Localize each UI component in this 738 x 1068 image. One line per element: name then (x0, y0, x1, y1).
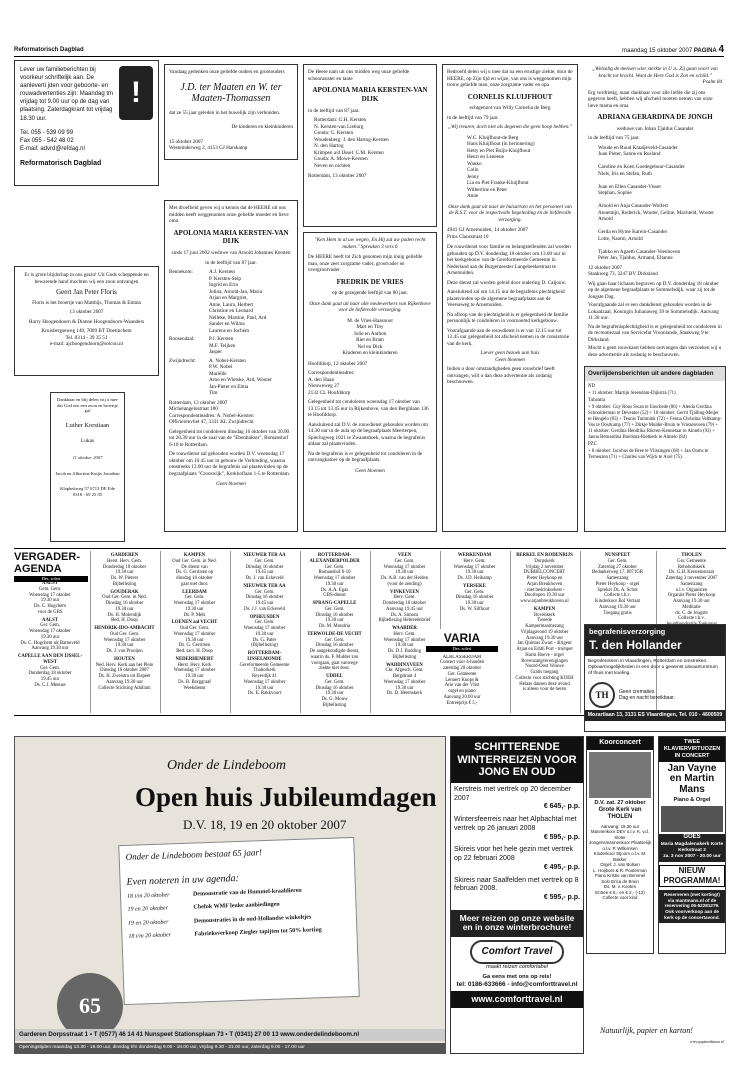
agenda-entry: Ger. Gem. Dinsdag 16 oktober 19.45 uur Ds. J. van Eckeveld (245, 558, 284, 581)
agenda-place: UDDEL (326, 674, 343, 679)
agenda-column (440, 551, 508, 629)
lindeboom-event-what: Fabrieksverkoop Ziegler tapijten tot 50% korting (194, 927, 322, 938)
twee-reserve: Reserveren (met korting!) via mantmans.nl of de reservering 06-52281279. Ook voorverkoop aan de kerk op de concertavond. (659, 890, 725, 923)
koorconcert-ad (586, 736, 654, 954)
twee-place: GOES (659, 834, 725, 842)
twee-photo (661, 806, 723, 832)
devries-family: M. de Vries-Haasnoot Mart en Tiny Jolie en Anthon Riet en Bram Nel en Dick Kinderen en kleinkinderen (342, 317, 398, 357)
agenda-title-block (14, 551, 88, 582)
thanks-parents: Jacob en Albertine Kuijts Jonathan (55, 470, 120, 476)
lindeboom-card (118, 837, 359, 1005)
info-tel: Tel. 055 - 539 09 99 (20, 129, 74, 136)
comfort-trips (451, 783, 583, 910)
agenda-place: AALST (42, 617, 58, 623)
agenda-entry: Herv. Gem. Woensdag 17 oktober 19.30 uur Ds. J.D. Heikamp (453, 558, 496, 581)
agenda-entry: Ned. Herv. Kerk aan het Plein Dinsdag 16 oktober 2007 Ds. H. Zweistra uit Elspeet Aanvang 19.30 uur Collecte Stichting Adullam (95, 662, 154, 691)
info-text: Lever uw familieberichten bij voorkeur schriftelijk aan. De aanleverti jden voor geboorte- en rouwadvertenties zijn: Maandag tm vrijdag tot 9.00 uur op de dag van plaatsing. Zaterdagkrant tot vrijdag 18.30 uur. (20, 67, 114, 122)
dejongh-quote: „Welzalig de mensen wier sterkte in U is. Zij gaan voort van kracht tot kracht. Want de Here God is Zon en schild." (592, 66, 718, 79)
agenda-entry: Ger. Gem. Dinsdag 16 oktober De aangekondigde dienst, waarin ds. F. Mulder zou voorgaan, gaat vanwege ziekte niet door. (309, 637, 360, 672)
agenda-place: NIEUWER TER AA (243, 553, 286, 558)
thanks-addr: Klaphekweg 57 6713 DE Ede 0318 - 69 25 05 (60, 486, 115, 498)
lindeboom-event-when: 19 en 20 oktober (127, 905, 169, 914)
comfort-banner: SCHITTERENDE WINTERREIZEN VOOR JONG EN OUD (451, 737, 583, 783)
kersten-corr2: Officierenvliet 47, 3331 KL Zwijndrecht (169, 419, 254, 425)
birth-parents: Harry Hoogendoorn & Dianne Hoogendoorn-Waanders (28, 318, 145, 325)
varia-subtitle: Des. soleri (426, 646, 498, 652)
kersten-corr: Correspondentieadres: A. Nobel-Kersten (169, 412, 254, 419)
devries-last: Na de begrafenis is er gelegenheid tot condoleren in de ontvangkamer op de begraafplaats. (308, 450, 423, 464)
wedding-intro: Vandaag gedenken onze geliefde ouders en grootouders (169, 69, 285, 75)
death1-age: in de leeftijd van 87 jaar. (308, 107, 360, 114)
koor-photo (589, 752, 651, 798)
agenda-place: LEERDAM (182, 589, 207, 595)
wedding-date: 15 oktober 2007 (169, 138, 204, 145)
twee-sub: Piano & Orgel (673, 797, 711, 804)
agenda-entry: Ger. Gem. Woensdag 17 oktober 19.30 uur Ds. A.B. van der Heiden (voor de zending) (380, 558, 429, 587)
dejongh-name: ADRIANA GERARDINA DE JONGH (597, 113, 713, 121)
dejongh-spouse: weduwe van Johan Tjaldus Casander (616, 125, 694, 132)
agenda-entry: Dorpskerk Vrijdag 2 november DUBBELCONCERT Pieter Heykoop en Arjan Breukhoven - met bedrinkorkest - Doorlopen 19.30 uur www.arjanbreukhoven.nl (520, 558, 569, 604)
agenda-column (300, 551, 368, 713)
thanks-date: 11 oktober 2007 (72, 454, 103, 460)
agenda-entry: Oud Ger. Gem. Woensdag 17 oktober 19.30 uur Ds. J. van Prooijen (103, 631, 146, 654)
kluijfhout-funeral: De rouwdienst voor familie en belangstellenden zal worden gehouden op D.V. donderdag 18 oktober om 13.00 uur in het kerkgebouw van de Gereformeerde Gemeente in Nederland aan de Burgemeester Langebeekestraat te Arnemuiden. (447, 244, 571, 277)
kluijfhout-spouse: echtgenoot van Willy Cornelia de Berg (469, 105, 551, 112)
info-email: E-mail: advrd@refdag.nl (20, 145, 85, 152)
death-notice-kluijfhout (442, 64, 578, 532)
twee-date: za. 3 nov 2007 - 20.00 uur (659, 854, 725, 862)
kluijfhout-flowers: Liever geen bezoek aan huis Geen bloemen (480, 350, 540, 363)
kluijfhout-thanks: Onze dank gaat uit naar de huisartsen en het personeel van de R.S.T. voor de respectvolle begeleiding en de liefdevolle verzorging. (448, 203, 572, 223)
thanks-nick: Lukas (80, 438, 95, 445)
dejongh-text3: Voorafgaande zal er een dankdienst gehouden worden in de Lokaalzaal, Koningin Julianaweg 39 te Sommelsdijk. Aanvang 11.30 uur. (588, 302, 719, 322)
hollander-title: begrafenisverzorging (585, 625, 725, 638)
devries-quote: "Ken Hem in al uw wegen, En Hij zal uw paden recht maken." Spreuken 3 vers 6 (314, 237, 426, 250)
dejongh-text4: Na de begrafenisplechtigheid is er gelegenheid tot condoleren in de recreatiezaal van Servicefat Vroonlande, Staakweg 9 te Dirksland. (588, 323, 722, 343)
agenda-place: HENDRIK-IDO-AMBACHT (94, 626, 155, 631)
agenda-entry: Ger. Gem. Woensdag 17 oktober 19.30 uur Ds. G. Pater (Bijbellezing) (243, 620, 286, 649)
dejongh-text5: Mocht u geen rouwkaart hebben ontvangen dan verzoeken wij u deze advertentie als zodanig te beschouwen. (588, 345, 722, 358)
kersten-place: Zwijndrecht: (169, 357, 196, 364)
agenda-entry: Ger. Gem. Woensdag 17 oktober 19.30 uur Ds. P. Mels (173, 595, 216, 618)
kersten-place: Roosendaal: (169, 336, 195, 342)
agenda-entry: Herst. Herv. Kerk Woensdag 17 oktober 19.30 uur Ds. B. Borggraaf Weekdienst (173, 662, 216, 691)
death-notice-devries (303, 232, 437, 532)
natuurlijk-slogan: Natuurlijk, papier en karton! (600, 1026, 693, 1035)
agenda-place: KAMPEN (183, 553, 206, 558)
page-header (622, 44, 724, 57)
kersten-place-row (169, 269, 293, 334)
lindeboom-footer: Garderen Dorpsstraat 1 • T (0577) 46 14 41 Nunspeet Stationsplaan 73 • T (0341) 27 00 13 www.onderdelindeboom.nl (15, 1029, 445, 1041)
wedding-years: dat ze 55 jaar geleden in het huwelijk zijn verbonden. (169, 109, 281, 116)
kluijfhout-text: Bedroefd delen wij u mee dat na een ernstige ziekte, door de HEERE, op Zijn tijd en wijze, van ons is weggenomen mijn trouw geliefde man, onze zorgzame vader en opa (447, 69, 573, 88)
agenda-entry: Ger. Gem. Woensdag 17 oktober 19.30 uur Ds. C. Hogchem uit Barneveld Aanvang 19.30 uur (20, 623, 80, 652)
agenda-place: THOLEN (681, 553, 702, 558)
kluijfhout-quote: „Wij treuren, doch niet als degenen die geen hoop hebben." (448, 124, 572, 131)
devries-corr: Correspondentieadres: A. den Haan Nieuweweg 27 2132 CL Hoofddorp (308, 370, 355, 396)
thanks-notice (50, 392, 125, 542)
kersten-date: Rotterdam, 13 oktober 2007 (169, 399, 228, 406)
birth-name: Geert Jan Peter Floris (56, 288, 117, 296)
varia-title: VARIA (443, 631, 481, 645)
page-number: 4 (718, 44, 724, 55)
page-label: PAGINA (693, 48, 717, 54)
overview-line: ND (588, 383, 595, 389)
devries-name: FREDRIK DE VRIES (336, 277, 404, 286)
kluijfhout-age: in de leeftijd van 79 jaar. (447, 114, 499, 121)
death-notice-kersten (164, 200, 298, 532)
hollander-addr: Mozartlaan 13, 3131 ES Vlaardingen, Tel. 010 - 4600509 (585, 710, 725, 721)
lindeboom-pre: Onder de Lindeboom (167, 758, 286, 773)
kersten-flowers: Geen bloemen (216, 481, 246, 487)
agenda-place: VINKEVEEN (389, 589, 420, 595)
lindeboom-event-what: Demonstraties in de oud-Hollandse winkeltjes (193, 914, 312, 925)
agenda-place: YERSEKE (463, 583, 486, 589)
koor-title: Koorconcert (587, 737, 653, 750)
header-rule (14, 56, 724, 57)
agenda-entry: Ger. Gem. Romanshof 6-10 Woensdag 17 oktober 19.30 uur Ds. A.A. Egas GBS-dienst (313, 564, 356, 599)
agenda-place: AALST (42, 581, 58, 586)
lindeboom-title: Open huis Jubileumdagen (135, 782, 437, 812)
death1-name: APOLONIA MARIA KERSTEN-VAN DIJK (312, 86, 428, 103)
agenda-place: KAMPEN (533, 606, 556, 612)
agenda-entry: Ger. Gem. Zaterdag 27 oktober Bedankerweg 17, 8071GR Samenzang Pieter Heykoop - orgel Spreker Ds. A. Schot Collecte t.b.v. Kinderkoor Bol Verlaat Aanvang 19.30 uur Toegang gratis (591, 558, 644, 616)
agenda-place: OPHEUSDEN (249, 614, 280, 620)
footer-url: www.papierenkarton.nl (690, 1040, 724, 1044)
agenda-place: TERWOLDE-DE VECHT (307, 631, 362, 637)
agenda-entry: Ger. Gem. Dinsdag 16 oktober 19.30 uur Ds. W. Silfhout (455, 589, 494, 612)
lindeboom-event (127, 899, 349, 914)
lindeboom-event-when: 18 t/m 20 oktober (128, 932, 172, 941)
comfort-trip-text: Skireis voor het hele gezin met vertrek op 22 februari 2008 (454, 846, 574, 863)
agenda-entry: Oud Ger. Gem. in Ned. De dienst van Ds. G. Gerritsen op dinsdag 16 oktober gaat niet door. (172, 558, 217, 587)
comfort-trip (454, 877, 580, 903)
overview-line: + 11 oktober: Martijn Steendam-Dijkstra (71). (588, 390, 677, 396)
comfort-url[interactable]: www.comforttravel.nl (451, 991, 583, 1008)
lindeboom-agenda-title: Even noteren in uw agenda: (126, 873, 240, 889)
lindeboom-ad (14, 736, 446, 1054)
koor-place: Grote Kerk van THOLEN (598, 806, 642, 821)
birth-email: e-mail: ajchoogendoorn@solcon.nl (49, 341, 124, 348)
agenda-column (230, 551, 298, 713)
death-notice-kersten-2 (303, 64, 437, 227)
lindeboom-years: 65 (79, 993, 101, 1019)
comfort-trip-price: € 495,- p.p. (543, 863, 580, 871)
koor-body: Aanvang: 19.30 uur Mannenkoor DEV o.l.v. K. v.d. Sloter Jongensmannenkoor Plaatselijk o.l.v. P. Willemsen Kinderkoor Stjoorn o.l.v. M. Bakker Orgel: J. van Bolsen L. Hoijboer & R. Pooterman Piano Kristie van Bemmel Solo Erica de Bruin Ds. M. v. Kooten Entree € 5,- en € 2,- (-12) Collecte voor kind (589, 823, 651, 901)
varia-block (426, 631, 498, 706)
agenda-place: ROTTERDAM-ALEXANDERPOLDER (309, 553, 360, 564)
comfort-trip-text: Skireis naar Saalfelden met vertrek op 8 februari 2008. (454, 876, 579, 893)
devries-funeral: Aansluitend zal D.V. de rouwdienst gehouden worden om 14.30 uur in de aula op de begraafplaats Meerterpen, Spieringweg 1021 te Zwaanshoek, waarna de begrafenis aldaar zal plaatsvinden. (308, 421, 428, 448)
agenda-entry: Ger. Gem. Dinsdag 16 oktober 19.30 uur Ds. G. Mouw Bijbellezing (315, 679, 354, 708)
wedding-kids: De kinderen en kleinkinderen (231, 124, 293, 130)
devries-visit: Gelegenheid tot condoleren woensdag 17 oktober van 13.15 tot 13.45 uur in Rijkenhove, van den Berghlaan 136 te Hoofddorp. (308, 399, 429, 419)
thanks-name: Luther Korstiaan (65, 422, 110, 430)
kersten-addr: Michelangelostraat 180 (169, 406, 218, 412)
agenda-title: VERGADER-AGENDA (14, 551, 81, 576)
agenda-entry: Gem. Gem. Woensdag 17 oktober 19.30 uur Ds. C. Hogchem voor de GBS (29, 586, 71, 615)
death-notice-dejongh (586, 64, 724, 364)
kersten-place-names: A. Nobel-Kersten P.W. Nobel Mariëlle Arno en Wietske, Ard, Wouter Jan-Pieter en Elma Tim (209, 357, 272, 396)
varia-text: ALBLASSERDAM Concert voor 4-handen zaterdag 20 oktober Ger. Gemeente Lennert Knops & Arie van der Vlist orgel en piano Aanvang 20.00 uur Entreeprijs € 5,- (439, 654, 485, 706)
kluijfhout-family: W.C. Kluijfhout-de Berg Hans Kluijfhout (in herinnering) Hetty en Piet Buijn-Kluijfhout Henri en Leneene Wanko Colin Jenny Lia en Piet Franke-Kluijfhout Wilbertine en Peter Anne (467, 134, 535, 200)
refdag-logo: Reformatorisch Dagblad (20, 159, 102, 167)
agenda-entry: Herv. Gem. Woensdag 17 oktober 19.30 uur Ds. D.J. Budding Bijbellezing (383, 631, 426, 660)
agenda-column (510, 551, 578, 713)
twee-new: NIEUW PROGRAMMA! (659, 865, 725, 887)
devries-date: Hoofddorp, 12 oktober 2007 (308, 360, 368, 367)
thanks-text: Dankbaar en blij delen wij u mee dat God ons een zoon en broertje gaf (57, 397, 118, 414)
kersten-place-row (169, 336, 293, 356)
kersten-place-names: A.J. Kersten P. Kersten-Seip Ingrid en Erin Jolina, Arnold-Jan, Maria Arjan en Margriet, Anne, Laura, Herbert Christine en Leonard Nelleke, Martine, Paul, Ard Sander en Wilma Laurens en Jochem (209, 269, 267, 334)
twee-title: TWEE KLAVIERVIRTUOZEN IN CONCERT (659, 737, 725, 762)
agenda-place: NUNSPEET (604, 553, 631, 558)
dejongh-age: in de leeftijd van 75 jaar. (588, 135, 640, 142)
kluijfhout-note: Indien u door omstandigheden geen rouwbrief heeft ontvangen, wilt u dan deze advertentie als zodanig beschouwen. (447, 366, 555, 386)
agenda-column (160, 551, 228, 713)
twee-names: Jan Vayne en Martin Mans (667, 762, 717, 795)
koor-date: D.V. zat. 27 oktober (594, 799, 646, 806)
agenda-place: ROTTERDAM-IJSSELMONDE (247, 651, 282, 662)
agenda-subtitle: Des. soleri (14, 576, 88, 582)
lindeboom-event-what: Demonstratie van de Hummel-kraaldieren (192, 887, 302, 898)
agenda-place: WADDINXVEEN (386, 662, 423, 668)
agenda-place: NIEUWER TER AA (243, 583, 286, 589)
hollander-name: T. den Hollander (585, 638, 725, 656)
overview-line: + 8 oktober: Jacobus de Bree te Vlissingen (68) + Jan Ooms te Terneuzen (71) + Charles van Wijck te Axel (75). (588, 448, 709, 460)
kersten-funeral: De rouwdienst zal gehouden worden D.V. woensdag 17 oktober om 10.45 uur in gebouw de Verbinding, waarna omstreeks 13.00 uur de begrafenis zal plaatsvinden op de begraafplaats "Crooswijk", Kerkhoflaan 1-5 te Rotterdam. (169, 451, 291, 477)
wedding-couple: J.D. ter Maaten en W. ter Maaten-Thomassen (180, 81, 282, 104)
lindeboom-event-what: Chefok WMF leuke aanbiedingen (193, 901, 280, 911)
kersten-since: sinds 17 juni 2002 weduwe van Arnold Johannes Kersten (171, 250, 291, 256)
overview-line: PZC (588, 441, 597, 447)
agenda-column (90, 551, 158, 713)
lindeboom-event-when: 18 t/m 20 oktober (126, 892, 170, 900)
comfort-trip (454, 786, 580, 812)
dejongh-family: Woude en Ruud Kraaijeveld-Casander Juan Pieter, Sanne en Rosland Caroline en Koen Goedegebuur-Casander Niels, Iris en Stefan, Ruth Juan en Ellen Casander-Visser Stephan, Sophie Arnold en Anja Casander-Wolfert Annemijn, Roderick, Wouter, Geline, Machteld, Wouter Arnold Gerda en Hyme Karein-Casander Lotte, Naomi, Arnold Tjakko en Agaeth Casander-Veenhoven Peter Jan, Tjaldus, Armand, Eltanne (598, 144, 715, 262)
kluijfhout-name: CORNELIS KLUIJFHOUT (467, 92, 553, 101)
kluijfhout-addr: 4941 GJ Arnemuiden, 14 oktober 2007 Prins Clausstraat 10 (447, 227, 528, 240)
agenda-place: NEDERHEMERT (175, 656, 214, 662)
comfort-trip (454, 846, 580, 872)
kersten-place: Bennekom: (169, 269, 193, 275)
lindeboom-event (128, 913, 350, 928)
hollander-text: Begrafenissen in Vlaardingen, Rotterdam en omstreken. Opbaarmogelijkheden in een door u gewenst uitvaartcentrum of thuis met koeling. (588, 659, 718, 677)
agenda-entry: Herv. Gem. Donderdag 18 oktober Aanvang 19.45 uur Ds. A. Simons Bijbellezing Hebreeënbrief (378, 595, 431, 624)
devries-age: op de gezegende leeftijd van 80 jaar. (332, 290, 408, 297)
agenda-entry: Herst. Herv. Gem. Donderdag 18 oktober 19.30 uur Ds. W. Pieters Bijbellezing (102, 558, 147, 587)
kersten-places (169, 269, 293, 397)
wedding-notice (164, 64, 298, 160)
overview-box (584, 366, 726, 532)
devries-note: Onze dank gaat uit naar alle medewerkers van Rijkenhove voor de liefdevolle verzorging. (309, 300, 431, 314)
hollander-ad (584, 624, 726, 732)
birth-intro: Er is grote blijdschap in ons gezin! Uit Gods scheppende en bewarende hand mochten wij een zoon ontvangen (24, 272, 149, 285)
agenda-place: GOUDERAK (110, 589, 139, 595)
birth-date: 13 oktober 2007 (69, 309, 104, 316)
agenda-place: CAPELLE AAN DEN IJSSEL-WEST (17, 654, 83, 665)
hollander-logo: TH (589, 682, 615, 708)
hollander-service-1: Geen crematies. (619, 689, 656, 696)
twee-venue: Maria Magdalenakerk Korte Kerkstraat 2 (660, 841, 724, 853)
agenda-place: WERKENDAM (457, 553, 492, 558)
agenda-entry: Bovenkerk Tweede Kampermanmezang Vrijdagavond 19 oktober Aanvang 19.30 uur Jan Quintus Zwart - dirigent Arjan en Edith Port - trompet Harm Hoeve - orgel Bovenzangverenigingen Noord-Oost Veluwe Gratis toegang Collecte voor stichting KOEH Helaas dansen deze avond is alleen voor de heren (515, 612, 574, 693)
paper-name: Reformatorisch Dagblad (14, 47, 84, 53)
devries-flowers: Geen bloemen (355, 467, 385, 474)
agenda-entry: Chr. Afgesch. Gem. Bergstraat 4 Woensdag 17 oktober 19.30 uur Ds. D. Heemskerk (383, 668, 426, 697)
kersten-place-names: P.J. Kersten M.F. Teijken Jasper (209, 336, 236, 355)
agenda-entry: Oud Ger. Gem. in Ned. Dinsdag 16 oktober 19.30 uur Ds. H. Molendijk Bed. H. Doop (102, 595, 147, 624)
agenda-column (14, 579, 86, 713)
lindeboom-event (128, 926, 350, 941)
lindeboom-banner: Onder de Lindeboom bestaat 65 jaar! (125, 847, 263, 862)
dejongh-text: Erg verdrietig, maar dankbaar voor alle liefde die zij ons gegeven heeft, hebben wij afscheid moeten nemen van onze lieve mama en oma (588, 89, 713, 109)
agenda-entry: Ger. Gem. Dinsdag 16 oktober 19.45 uur Ds. J.J. van Eckeveld (243, 589, 286, 612)
kluijfhout-after: Na afloop van de plechtigheid is er gelegenheid de familie persoonlijk te condoleren in voornoemd kerkgebouw. (447, 311, 569, 325)
overview-lines (585, 381, 725, 465)
agenda-entry: Ger. Gem. Dinsdag 16 oktober 19.30 uur Ds. M. Mondria (315, 606, 354, 629)
kersten-age: in de leeftijd van 87 jaar. (205, 259, 257, 266)
agenda-place: VEEN (397, 553, 412, 558)
agenda-place: GARDEREN (110, 553, 139, 558)
comfort-tel-label: Ga eens met ons op reis! (482, 973, 552, 980)
agenda-entry: Oud Ger. Gem. Woensdag 17 oktober 19.30 uur Ds. G. Gerritsen Bed. sacr. H. Doop (173, 626, 216, 654)
kluijfhout-leader: Deze dienst zal worden geleid door oudering D. Caljouw. (447, 279, 567, 286)
agenda-entry: Ger. Gemeente Rehobothkerk Ds. G.H. Kersteinstraat Zaterdag 3 november 2007 Samenzang o.l.v. Organisten Organist Pieter Heykoop Aanvang 19.30 uur Meditatie ds. C. de Jongste Collecte t.b.v. (665, 558, 718, 622)
comfort-logo: Comfort Travel maakt reizen comfortabel (451, 937, 583, 974)
agenda-place: WAARDER (392, 626, 417, 631)
lindeboom-dates: D.V. 18, 19 en 20 oktober 2007 (183, 817, 347, 832)
agenda-entry: Gereformeerde Gemeente Thaborkerk Reyerdijk 41 Woensdag 17 oktober 19.30 uur Ds. E. Rakkvoort (239, 662, 290, 697)
birth-tel: Tel. 0314 - 39 35 51 (65, 334, 108, 341)
death1-intro: De Heere nam uit ons midden weg onze geliefde schoonzuster en tante (308, 69, 410, 82)
agenda-place: BERKEL EN RODENRIJS (516, 553, 573, 558)
overview-title: Overlijdensberichten uit andere dagbladen (585, 367, 725, 381)
comfort-trip-price: € 595,- p.p. (543, 833, 580, 841)
warning-icon: ! (119, 66, 153, 120)
wedding-addr: Westeinderweg 2, 4153 GJ Harskamp (169, 145, 248, 151)
comfort-trip-price: € 645,- p.p. (543, 803, 580, 811)
header-date: maandag 15 oktober 2007 (622, 48, 693, 54)
kersten-place-row (169, 358, 293, 397)
comfort-trip-price: € 595,- p.p. (543, 894, 580, 902)
dejongh-ref: Psalm 84 (702, 79, 722, 85)
twee-ad (658, 736, 726, 954)
info-box (14, 60, 159, 186)
kersten-intro: Met droefheid geven wij u kennis dat de HEERE uit ons midden heeft weggenomen onze geliefde moeder en lieve oma (169, 205, 289, 224)
kluijfhout-visit: Voorafgaande aan de rouwdienst is er van 12.15 uur tot 12.45 uur gelegenheid tot afscheid nemen in de consistorie van de kerk. (447, 327, 570, 347)
overview-line: Tubantia (588, 397, 605, 403)
kersten-visit: Gelegenheid tot condoleren dinsdag 16 oktober van 20.00 tot 20.30 uur in de zaal van de "Ebenhaëzer", Romanshof 6-10 te Rotterdam. (169, 428, 290, 448)
comfort-trip (454, 816, 580, 842)
kluijfhout-burial: Aansluitend zal om 14.15 uur de begrafenis plechtigheid plaatsvinden op de algemene begraafplaats aan de Veerseweg te Arnemuiden. (447, 289, 565, 309)
agenda-place: SPRANG-CAPELLE (312, 601, 357, 606)
agenda-entry: Ger. Gem. Donderdag 18 oktober 19.45 uur Ds. C.J. Meeuse (28, 665, 72, 688)
dejongh-date: 12 oktober 2007 Staakweg 73, 3247 BV Dirksland (588, 264, 658, 278)
comfort-tel: tel: 0186-633666 - info@comforttravel.nl (456, 981, 578, 989)
kersten-name: APOLONIA MARIA KERSTEN-VAN DIJK (173, 228, 289, 246)
lindeboom-events (127, 886, 351, 942)
hollander-service-2: Dag en nacht bereikbaar. (619, 695, 675, 702)
agenda-place: LOENEN aal VECHT (171, 620, 218, 626)
birth-sub: Floris is het broertje van Matthijs, Thomas & Emma (32, 299, 141, 306)
comfort-more: Meer reizen op onze website en in onze winterbrochure! (451, 910, 583, 937)
death1-date: Rotterdam, 13 oktober 2007 (308, 173, 367, 179)
devries-text: De HEERE heeft tot Zich genomen mijn innig geliefde man, onze zeer zorgzame vader, grootvader en overgrootvader (308, 254, 423, 273)
comfort-trip-text: Kerstreis met vertrek op 20 december 2007 (454, 785, 572, 802)
comfort-ad (450, 736, 584, 1054)
comfort-trip-text: Wintersfeerreis naar het Alpbachtal met vertrek op 26 januari 2008 (454, 816, 577, 832)
lindeboom-event-when: 19 en 20 oktober (127, 919, 169, 927)
birth-notice (14, 266, 159, 376)
lindeboom-hours: Openingstijden maandag 13.30 - 18.00 uur, dinsdag t/m donderdag 9.00 - 18.00 uur, vrijdag 9.30 - 21.00 uur, zaterdag 9.00 - 17.00 uur (15, 1043, 445, 1053)
death1-list: Rotterdam: G.H. Kersten N. Kersten-van Lieburg Gouda: G. Kersten Woudenberg: J. den Hartog-Kersten N. den Hartog Krimpen a/d IJssel: C.M. Kersten Gouda: A. Mowe-Kersten Neven en nichten (314, 117, 389, 169)
birth-addr: Kruisbergseweg 140, 7009 BT Doetinchem (41, 328, 132, 335)
overview-line: + 9 oktober: Guy Roos Swan te Enschede (86) + Aleida Gerdina Schoolderman te Deventer (52) + 10 oktober: Gerrit Tjalling-Meijer te Hengelo (83) + Teunis Tummink (72) + Fenna Christina Veltkamp-Vos te Oosrkamp (77) + Dirkje Mulder-Bruin te Vriezenveen (79) + 11 oktober: Gerdina Hendrika Rikven-Kennetaar te Almelo (93) + Janna Bernardina Boelsma-Rietkerk te Almelo (84) (588, 404, 722, 440)
agenda-place: HOUTEN (114, 656, 135, 662)
dejongh-text2: Wij gaan haar lichaam begraven op D.V. donderdag 18 oktober op de algemene begraafplaats te Sommelsdijk, waar zij tot de Jongste Dag. (588, 280, 719, 300)
info-fax: Fax 055 - 542 48 02 (20, 137, 74, 144)
